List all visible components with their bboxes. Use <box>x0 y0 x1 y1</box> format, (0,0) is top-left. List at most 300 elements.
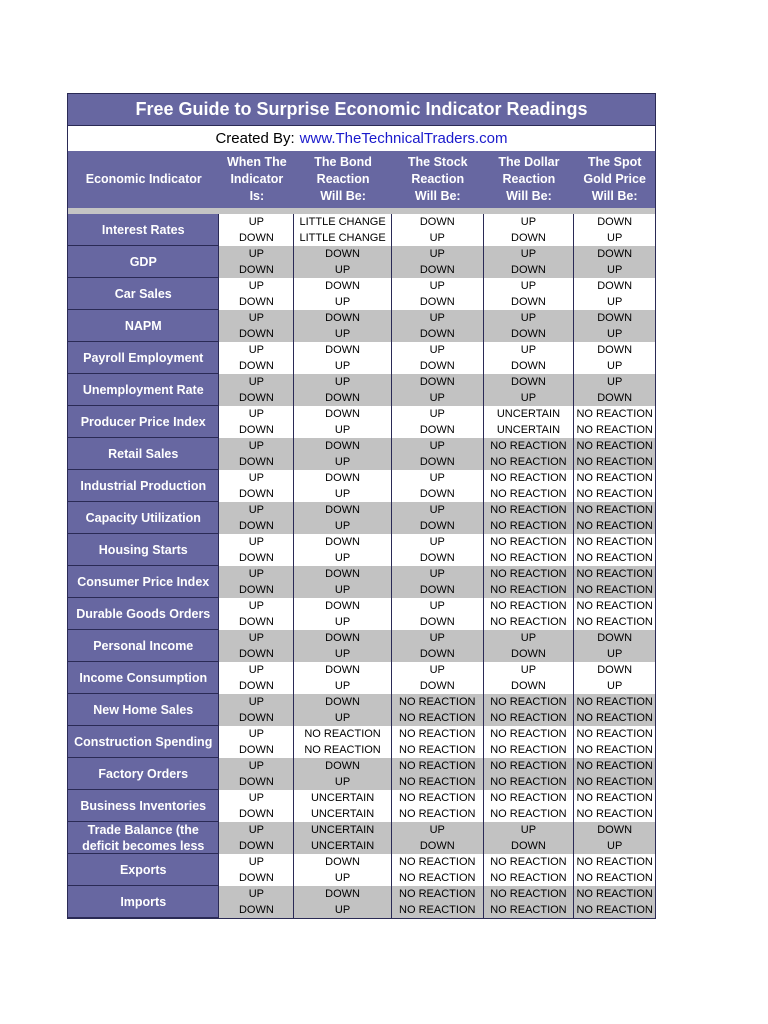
gold-reaction-cell <box>574 662 655 694</box>
reading-down-value: NO REACTION <box>490 712 567 724</box>
reading-up-value: UNCERTAIN <box>310 824 375 836</box>
reading-up-value: UP <box>429 440 445 452</box>
dollar-reaction-cell <box>484 246 575 278</box>
dollar-reaction-cell <box>484 342 575 374</box>
stock-reaction-cell <box>392 310 484 342</box>
dollar-reaction-cell <box>484 598 575 630</box>
stock-reaction-cell <box>392 342 484 374</box>
reading-down-value: DOWN <box>238 296 274 308</box>
reading-up-value: DOWN <box>597 248 633 260</box>
reading-down-value: DOWN <box>511 840 546 852</box>
indicator-name: Capacity Utilization <box>68 502 219 534</box>
reading-down-value: UP <box>334 776 351 788</box>
bond-reaction-cell <box>294 630 392 662</box>
dollar-reaction-cell <box>484 758 575 790</box>
stock-reaction-cell <box>392 406 484 438</box>
dollar-reaction-cell <box>484 630 575 662</box>
reading-up-value: UP <box>248 536 264 548</box>
indicator-direction-cell <box>219 246 294 278</box>
reading-down-value: DOWN <box>238 840 274 852</box>
reading-up-value: NO REACTION <box>490 536 567 548</box>
reading-down-value: NO REACTION <box>490 776 567 788</box>
reading-down-value: UP <box>607 360 623 372</box>
bond-reaction-cell <box>294 406 392 438</box>
reading-down-value: NO REACTION <box>399 904 476 916</box>
reading-up-value: DOWN <box>597 280 633 292</box>
bond-reaction-cell <box>294 694 392 726</box>
bond-reaction-cell <box>294 374 392 406</box>
reading-down-value: UP <box>520 392 537 404</box>
reading-down-value: UP <box>334 520 351 532</box>
bond-reaction-cell <box>294 246 392 278</box>
table-row <box>68 470 655 502</box>
indicator-name: Interest Rates <box>68 214 219 246</box>
reading-up-value: UP <box>429 472 445 484</box>
reading-down-value: UP <box>334 680 351 692</box>
credit-prefix: Created By: <box>215 130 295 147</box>
indicator-direction-cell <box>219 726 294 758</box>
bond-reaction-cell <box>294 886 392 918</box>
reading-down-value: DOWN <box>419 680 455 692</box>
reading-down-value: UP <box>334 488 351 500</box>
reading-down-value: DOWN <box>238 520 274 532</box>
table-row <box>68 502 655 534</box>
indicator-name: GDP <box>68 246 219 278</box>
reading-down-value: DOWN <box>419 520 455 532</box>
reading-down-value: UP <box>334 552 351 564</box>
reading-up-value: DOWN <box>325 632 360 644</box>
reading-up-value: NO REACTION <box>490 888 567 900</box>
dollar-reaction-cell <box>484 726 575 758</box>
reading-down-value: NO REACTION <box>576 456 653 468</box>
stock-reaction-cell <box>392 566 484 598</box>
indicator-name: Income Consumption <box>68 662 219 694</box>
gold-reaction-cell <box>574 598 655 630</box>
reading-down-value: DOWN <box>238 232 274 244</box>
reading-up-value: DOWN <box>325 664 360 676</box>
indicator-name: Retail Sales <box>68 438 219 470</box>
reading-down-value: DOWN <box>597 392 633 404</box>
page-title: Free Guide to Surprise Economic Indicator Readings <box>67 93 656 126</box>
reading-up-value: UP <box>248 600 264 612</box>
reading-down-value: DOWN <box>238 680 274 692</box>
reading-down-value: UP <box>334 712 351 724</box>
table-row <box>68 854 655 886</box>
reading-up-value: UP <box>248 760 264 772</box>
gold-reaction-cell <box>574 630 655 662</box>
indicator-name: Durable Goods Orders <box>68 598 219 630</box>
indicator-name: Imports <box>68 886 219 918</box>
gold-reaction-cell <box>574 278 655 310</box>
website-link[interactable]: www.TheTechnicalTraders.com <box>299 130 508 147</box>
reading-down-value: UP <box>429 392 445 404</box>
stock-reaction-cell <box>392 438 484 470</box>
reading-up-value: DOWN <box>325 248 360 260</box>
reading-up-value: NO REACTION <box>576 504 653 516</box>
reading-down-value: DOWN <box>419 456 455 468</box>
dollar-reaction-cell <box>484 854 575 886</box>
bond-reaction-cell <box>294 790 392 822</box>
indicator-name: Trade Balance (the deficit becomes less <box>68 822 219 854</box>
reading-up-value: UP <box>520 280 537 292</box>
indicator-direction-cell <box>219 214 294 246</box>
gold-reaction-cell <box>574 310 655 342</box>
reading-down-value: NO REACTION <box>490 584 567 596</box>
table-row <box>68 662 655 694</box>
reading-down-value: NO REACTION <box>576 712 653 724</box>
reading-down-value: DOWN <box>238 712 274 724</box>
indicator-direction-cell <box>219 790 294 822</box>
indicator-direction-cell <box>219 758 294 790</box>
reading-down-value: NO REACTION <box>490 744 567 756</box>
reading-down-value: UP <box>607 296 623 308</box>
bond-reaction-cell <box>294 598 392 630</box>
reading-up-value: NO REACTION <box>576 472 653 484</box>
indicator-name: Producer Price Index <box>68 406 219 438</box>
gold-reaction-cell <box>574 374 655 406</box>
table-row <box>68 374 655 406</box>
reading-down-value: NO REACTION <box>576 872 653 884</box>
indicator-direction-cell <box>219 470 294 502</box>
bond-reaction-cell <box>294 566 392 598</box>
indicator-name: Payroll Employment <box>68 342 219 374</box>
reading-up-value: UP <box>248 792 264 804</box>
indicator-direction-cell <box>219 278 294 310</box>
reading-down-value: UP <box>334 584 351 596</box>
reading-up-value: NO REACTION <box>576 600 653 612</box>
reading-up-value: DOWN <box>325 504 360 516</box>
bond-reaction-cell <box>294 310 392 342</box>
reading-down-value: NO REACTION <box>576 616 653 628</box>
indicator-direction-cell <box>219 694 294 726</box>
gold-reaction-cell <box>574 406 655 438</box>
reading-down-value: NO REACTION <box>490 488 567 500</box>
dollar-reaction-cell <box>484 310 575 342</box>
reading-down-value: UP <box>607 680 623 692</box>
reading-down-value: UP <box>334 360 351 372</box>
reading-up-value: NO REACTION <box>490 472 567 484</box>
reading-up-value: NO REACTION <box>576 728 653 740</box>
reading-up-value: UP <box>248 440 264 452</box>
indicator-direction-cell <box>219 438 294 470</box>
indicator-name: Construction Spending <box>68 726 219 758</box>
reading-down-value: DOWN <box>419 488 455 500</box>
reading-up-value: UP <box>429 632 445 644</box>
table-row <box>68 406 655 438</box>
table-row <box>68 438 655 470</box>
reading-down-value: NO REACTION <box>490 808 567 820</box>
reading-up-value: NO REACTION <box>490 760 567 772</box>
reading-up-value: UP <box>429 664 445 676</box>
reading-up-value: DOWN <box>597 824 633 836</box>
indicator-name: Consumer Price Index <box>68 566 219 598</box>
reading-up-value: DOWN <box>511 376 546 388</box>
reading-up-value: NO REACTION <box>576 696 653 708</box>
reading-up-value: UP <box>607 376 623 388</box>
reading-up-value: UP <box>248 216 264 228</box>
reading-down-value: NO REACTION <box>490 616 567 628</box>
reading-up-value: LITTLE CHANGE <box>299 216 386 228</box>
stock-reaction-cell <box>392 662 484 694</box>
dollar-reaction-cell <box>484 470 575 502</box>
gold-reaction-cell <box>574 246 655 278</box>
reading-up-value: NO REACTION <box>490 600 567 612</box>
header-indicator-is: When The Indicator Is: <box>227 155 287 203</box>
reading-up-value: UP <box>429 536 445 548</box>
reading-up-value: NO REACTION <box>490 856 567 868</box>
reading-up-value: NO REACTION <box>399 728 476 740</box>
reading-up-value: UP <box>429 280 445 292</box>
reading-up-value: UP <box>248 632 264 644</box>
indicator-direction-cell <box>219 534 294 566</box>
reading-down-value: UP <box>334 456 351 468</box>
reading-up-value: NO REACTION <box>576 568 653 580</box>
stock-reaction-cell <box>392 470 484 502</box>
reading-down-value: NO REACTION <box>304 744 381 756</box>
reading-up-value: DOWN <box>419 376 455 388</box>
reading-up-value: UP <box>520 216 537 228</box>
reading-up-value: UP <box>248 344 264 356</box>
table-row <box>68 214 655 246</box>
reading-up-value: DOWN <box>325 856 360 868</box>
reading-down-value: NO REACTION <box>576 904 653 916</box>
reading-down-value: UP <box>607 232 623 244</box>
dollar-reaction-cell <box>484 374 575 406</box>
reading-up-value: NO REACTION <box>399 792 476 804</box>
reading-down-value: NO REACTION <box>576 552 653 564</box>
reading-down-value: DOWN <box>325 392 360 404</box>
dollar-reaction-cell <box>484 822 575 854</box>
reading-up-value: DOWN <box>597 312 633 324</box>
reading-up-value: NO REACTION <box>576 536 653 548</box>
reading-up-value: UP <box>248 888 264 900</box>
reading-up-value: UP <box>520 248 537 260</box>
bond-reaction-cell <box>294 822 392 854</box>
header-bond-reaction: The Bond Reaction Will Be: <box>314 155 372 203</box>
reading-up-value: UP <box>429 312 445 324</box>
reading-up-value: NO REACTION <box>490 792 567 804</box>
reading-down-value: UP <box>334 264 351 276</box>
stock-reaction-cell <box>392 694 484 726</box>
reading-down-value: NO REACTION <box>576 488 653 500</box>
indicator-name: Exports <box>68 854 219 886</box>
stock-reaction-cell <box>392 246 484 278</box>
reading-down-value: DOWN <box>238 744 274 756</box>
stock-reaction-cell <box>392 534 484 566</box>
reading-up-value: DOWN <box>325 600 360 612</box>
reading-down-value: DOWN <box>419 648 455 660</box>
reading-up-value: NO REACTION <box>576 440 653 452</box>
reading-up-value: UP <box>429 344 445 356</box>
reading-up-value: DOWN <box>597 632 633 644</box>
reading-down-value: NO REACTION <box>399 808 476 820</box>
reading-down-value: DOWN <box>419 264 455 276</box>
reading-up-value: DOWN <box>325 696 360 708</box>
header-dollar-reaction: The Dollar Reaction Will Be: <box>498 155 560 203</box>
stock-reaction-cell <box>392 278 484 310</box>
gold-reaction-cell <box>574 534 655 566</box>
reading-up-value: DOWN <box>419 216 455 228</box>
table-row <box>68 598 655 630</box>
reading-up-value: UP <box>248 696 264 708</box>
reading-down-value: DOWN <box>511 360 546 372</box>
reading-down-value: NO REACTION <box>399 712 476 724</box>
reading-up-value: DOWN <box>325 440 360 452</box>
bond-reaction-cell <box>294 342 392 374</box>
reading-down-value: UP <box>429 232 445 244</box>
indicator-name: New Home Sales <box>68 694 219 726</box>
reading-up-value: UP <box>429 408 445 420</box>
reading-up-value: UP <box>248 280 264 292</box>
dollar-reaction-cell <box>484 278 575 310</box>
reading-up-value: UP <box>248 248 264 260</box>
indicator-name: Car Sales <box>68 278 219 310</box>
indicator-direction-cell <box>219 502 294 534</box>
stock-reaction-cell <box>392 726 484 758</box>
indicator-direction-cell <box>219 886 294 918</box>
reading-down-value: UP <box>334 616 351 628</box>
reading-up-value: NO REACTION <box>399 856 476 868</box>
reading-down-value: DOWN <box>419 584 455 596</box>
reading-up-value: NO REACTION <box>576 408 653 420</box>
dollar-reaction-cell <box>484 886 575 918</box>
stock-reaction-cell <box>392 854 484 886</box>
indicator-direction-cell <box>219 854 294 886</box>
header-economic-indicator: Economic Indicator <box>85 172 202 186</box>
stock-reaction-cell <box>392 374 484 406</box>
reading-up-value: UP <box>248 504 264 516</box>
reading-up-value: UP <box>429 600 445 612</box>
reading-down-value: DOWN <box>238 392 274 404</box>
reading-up-value: NO REACTION <box>490 728 567 740</box>
reading-down-value: DOWN <box>419 360 455 372</box>
reading-down-value: DOWN <box>511 648 546 660</box>
reading-down-value: DOWN <box>238 872 274 884</box>
indicator-name: Business Inventories <box>68 790 219 822</box>
table-row <box>68 278 655 310</box>
bond-reaction-cell <box>294 470 392 502</box>
reading-down-value: DOWN <box>238 264 274 276</box>
credit-line <box>67 126 656 151</box>
reading-down-value: NO REACTION <box>576 584 653 596</box>
reading-down-value: DOWN <box>419 552 455 564</box>
reading-up-value: NO REACTION <box>490 568 567 580</box>
reading-up-value: UP <box>248 664 264 676</box>
dollar-reaction-cell <box>484 566 575 598</box>
reading-down-value: NO REACTION <box>399 776 476 788</box>
stock-reaction-cell <box>392 822 484 854</box>
gold-reaction-cell <box>574 342 655 374</box>
reading-down-value: NO REACTION <box>576 776 653 788</box>
reading-up-value: UP <box>429 568 445 580</box>
bond-reaction-cell <box>294 758 392 790</box>
reading-down-value: UP <box>334 328 351 340</box>
reading-up-value: DOWN <box>325 888 360 900</box>
header-gold-reaction: The Spot Gold Price Will Be: <box>583 155 646 203</box>
stock-reaction-cell <box>392 630 484 662</box>
reading-down-value: UP <box>607 648 623 660</box>
reading-up-value: DOWN <box>325 568 360 580</box>
reading-up-value: UNCERTAIN <box>496 408 561 420</box>
reading-down-value: NO REACTION <box>490 872 567 884</box>
table-row <box>68 726 655 758</box>
bond-reaction-cell <box>294 854 392 886</box>
reading-up-value: UP <box>429 248 445 260</box>
reading-up-value: NO REACTION <box>399 888 476 900</box>
dollar-reaction-cell <box>484 662 575 694</box>
reading-down-value: UNCERTAIN <box>310 840 375 852</box>
reading-up-value: NO REACTION <box>576 792 653 804</box>
reading-up-value: DOWN <box>325 312 360 324</box>
reading-down-value: DOWN <box>238 328 274 340</box>
reading-up-value: NO REACTION <box>399 760 476 772</box>
table-row <box>68 758 655 790</box>
indicator-name: Personal Income <box>68 630 219 662</box>
reading-down-value: DOWN <box>238 488 274 500</box>
indicator-direction-cell <box>219 598 294 630</box>
reading-down-value: DOWN <box>419 616 455 628</box>
reading-up-value: DOWN <box>597 344 633 356</box>
reading-up-value: DOWN <box>325 408 360 420</box>
reading-down-value: DOWN <box>419 424 455 436</box>
indicator-direction-cell <box>219 566 294 598</box>
reading-up-value: UP <box>520 824 537 836</box>
reading-down-value: DOWN <box>238 616 274 628</box>
reading-up-value: NO REACTION <box>490 696 567 708</box>
reading-down-value: UP <box>607 328 623 340</box>
reading-down-value: DOWN <box>419 296 455 308</box>
gold-reaction-cell <box>574 566 655 598</box>
reading-down-value: UNCERTAIN <box>310 808 375 820</box>
table-header <box>67 151 656 208</box>
stock-reaction-cell <box>392 790 484 822</box>
stock-reaction-cell <box>392 598 484 630</box>
gold-reaction-cell <box>574 470 655 502</box>
reading-up-value: UP <box>520 312 537 324</box>
reading-down-value: UP <box>334 872 351 884</box>
indicator-direction-cell <box>219 406 294 438</box>
gold-reaction-cell <box>574 694 655 726</box>
dollar-reaction-cell <box>484 438 575 470</box>
table-row <box>68 566 655 598</box>
reading-up-value: NO REACTION <box>576 856 653 868</box>
reading-up-value: UP <box>248 568 264 580</box>
indicator-direction-cell <box>219 310 294 342</box>
reading-down-value: NO REACTION <box>576 808 653 820</box>
reading-down-value: DOWN <box>419 840 455 852</box>
reading-up-value: NO REACTION <box>576 760 653 772</box>
reading-down-value: DOWN <box>238 360 274 372</box>
reading-up-value: UP <box>248 312 264 324</box>
indicator-name: Factory Orders <box>68 758 219 790</box>
reading-down-value: NO REACTION <box>490 552 567 564</box>
indicator-name: NAPM <box>68 310 219 342</box>
reading-up-value: UP <box>248 472 264 484</box>
table-row <box>68 534 655 566</box>
reading-up-value: UP <box>248 408 264 420</box>
indicator-direction-cell <box>219 374 294 406</box>
dollar-reaction-cell <box>484 406 575 438</box>
table-row <box>68 822 655 854</box>
gold-reaction-cell <box>574 854 655 886</box>
reading-down-value: UP <box>334 904 351 916</box>
dollar-reaction-cell <box>484 502 575 534</box>
reading-up-value: DOWN <box>325 280 360 292</box>
reading-up-value: UP <box>429 824 445 836</box>
table-row <box>68 342 655 374</box>
indicator-guide-sheet <box>67 93 656 919</box>
reading-up-value: NO REACTION <box>576 888 653 900</box>
